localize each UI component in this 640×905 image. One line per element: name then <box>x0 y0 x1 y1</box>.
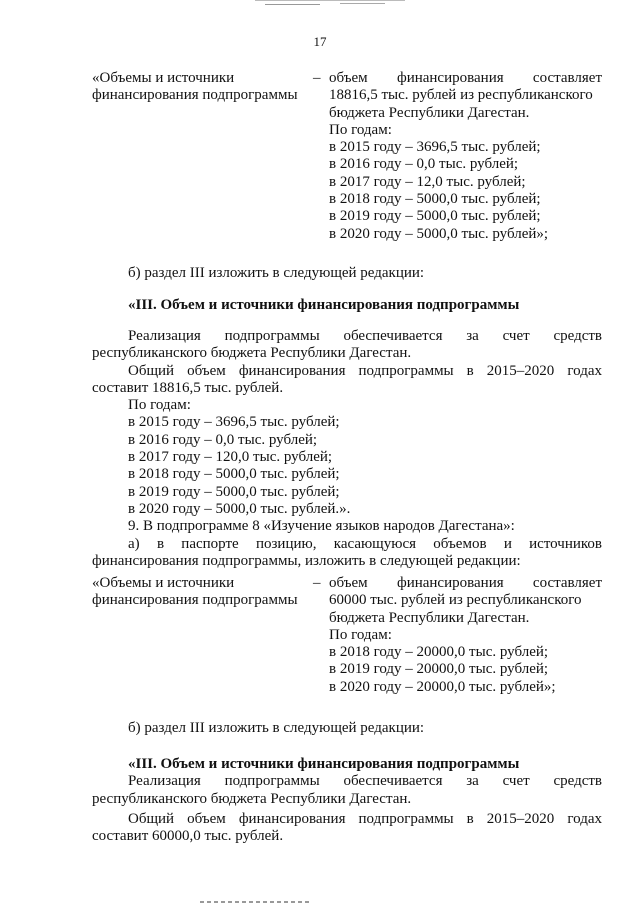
scan-artifact-top <box>255 0 405 7</box>
passport-label: «Объемы и источники финансирования подпрограммы <box>92 70 298 104</box>
section-heading-2: «III. Объем и источники финансирования подпрограммы Реализация подпрограммы обеспечивается за счет средств республиканского бюджета Республики Дагестан. <box>92 756 602 807</box>
passport-value: объем финансирования составляет 60000 тыс. рублей из республиканского бюджета Республики Дагестан. По годам: в 2018 году – 20000,0 тыс. рублей; в 2019 году – 20000,0 тыс. рублей; в 2020 году – 20000,0 тыс. рублей»; <box>329 575 602 695</box>
amendment-item-b-2: б) раздел III изложить в следующей редакции: <box>128 720 425 736</box>
passport-label: «Объемы и источники финансирования подпрограммы <box>92 575 298 609</box>
amendment-item-b: б) раздел III изложить в следующей редакции: <box>128 265 425 281</box>
passport-value: объем финансирования составляет 18816,5 тыс. рублей из республиканского бюджета Республики Дагестан. По годам: в 2015 году – 3696,5 тыс. рублей; в 2016 году – 0,0 тыс. рублей; в 2017 году – 12,0 тыс. рублей; в 2018 году – 5000,0 тыс. рублей; в 2019 году – 5000,0 тыс. рублей; в 2020 году – 5000,0 тыс. рублей»; <box>329 70 602 242</box>
section-body-2: Общий объем финансирования подпрограммы в 2015–2020 годах составит 60000,0 тыс. рублей. <box>92 811 602 845</box>
item-a: а) в паспорте позицию, касающуюся объемов и источников <box>128 535 602 552</box>
page-number: 17 <box>313 34 327 49</box>
section-heading: «III. Объем и источники финансирования подпрограммы <box>128 297 520 313</box>
passport-dash: – <box>313 70 321 86</box>
item-9: 9. В подпрограмме 8 «Изучение языков народов Дагестана»: <box>128 518 515 535</box>
passport-dash: – <box>313 575 321 591</box>
section-body: Реализация подпрограммы обеспечивается за счет средств республиканского бюджета Республики Дагестан. Общий объем финансирования подпрограммы в 2015–2020 годах составит 18816,5 тыс. рублей. По годам: в 2015 году – 3696,5 тыс. рублей; в 2016 году – 0,0 тыс. рублей; в 2017 году – 120,0 тыс. рублей; в 2018 году – 5000,0 тыс. рублей; в 2019 году – 5000,0 тыс. рублей; в 2020 году – 5000,0 тыс. рублей.». 9. В подпрограмме 8 «Изучение языков народов Дагестана»: а) в паспорте позицию, касающуюся объемов и источников финансирования подпрограммы, изложить в следующей редакции: <box>92 328 602 569</box>
scan-artifact-bottom <box>200 901 310 903</box>
